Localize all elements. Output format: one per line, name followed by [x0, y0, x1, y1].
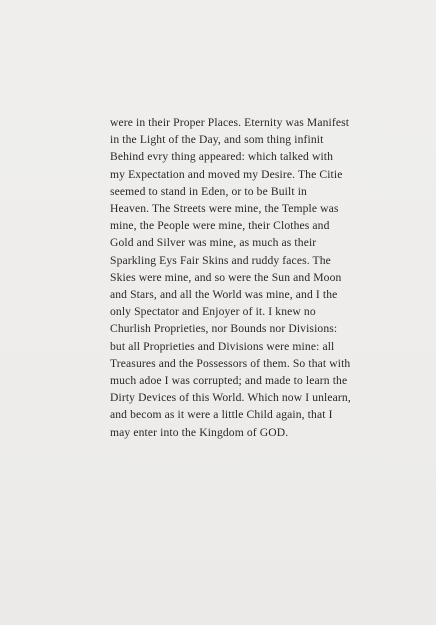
- text-line: and becom as it were a little Child again, that I: [110, 408, 333, 422]
- text-line: Sparkling Eys Fair Skins and ruddy faces. The: [110, 253, 331, 267]
- text-line: Gold and Silver was mine, as much as their: [110, 236, 317, 250]
- text-line: Treasures and the Possessors of them. So that with: [110, 356, 351, 370]
- text-line: may enter into the Kingdom of GOD.: [110, 425, 289, 439]
- text-line: Churlish Proprieties, nor Bounds nor Divisions:: [110, 322, 338, 336]
- text-line: and Stars, and all the World was mine, and I the: [110, 288, 338, 302]
- text-line: Behind evry thing appeared: which talked with: [110, 150, 334, 164]
- text-line: only Spectator and Enjoyer of it. I knew no: [110, 305, 316, 319]
- text-line: Heaven. The Streets were mine, the Temple was: [110, 202, 339, 216]
- text-line: mine, the People were mine, their Clothes and: [110, 219, 330, 233]
- text-line: Dirty Devices of this World. Which now I unlearn,: [110, 391, 351, 405]
- text-line: were in their Proper Places. Eternity was Manifest: [110, 116, 350, 129]
- text-line: in the Light of the Day, and som thing infinit: [110, 133, 324, 147]
- text-line: much adoe I was corrupted; and made to learn the: [110, 374, 348, 388]
- body-text: [110, 114, 430, 441]
- text-line: Skies were mine, and so were the Sun and Moon: [110, 270, 342, 284]
- text-line: seemed to stand in Eden, or to be Built in: [110, 184, 307, 198]
- text-line: but all Proprieties and Divisions were mine: all: [110, 339, 335, 353]
- text-line: my Expectation and moved my Desire. The Citie: [110, 167, 343, 181]
